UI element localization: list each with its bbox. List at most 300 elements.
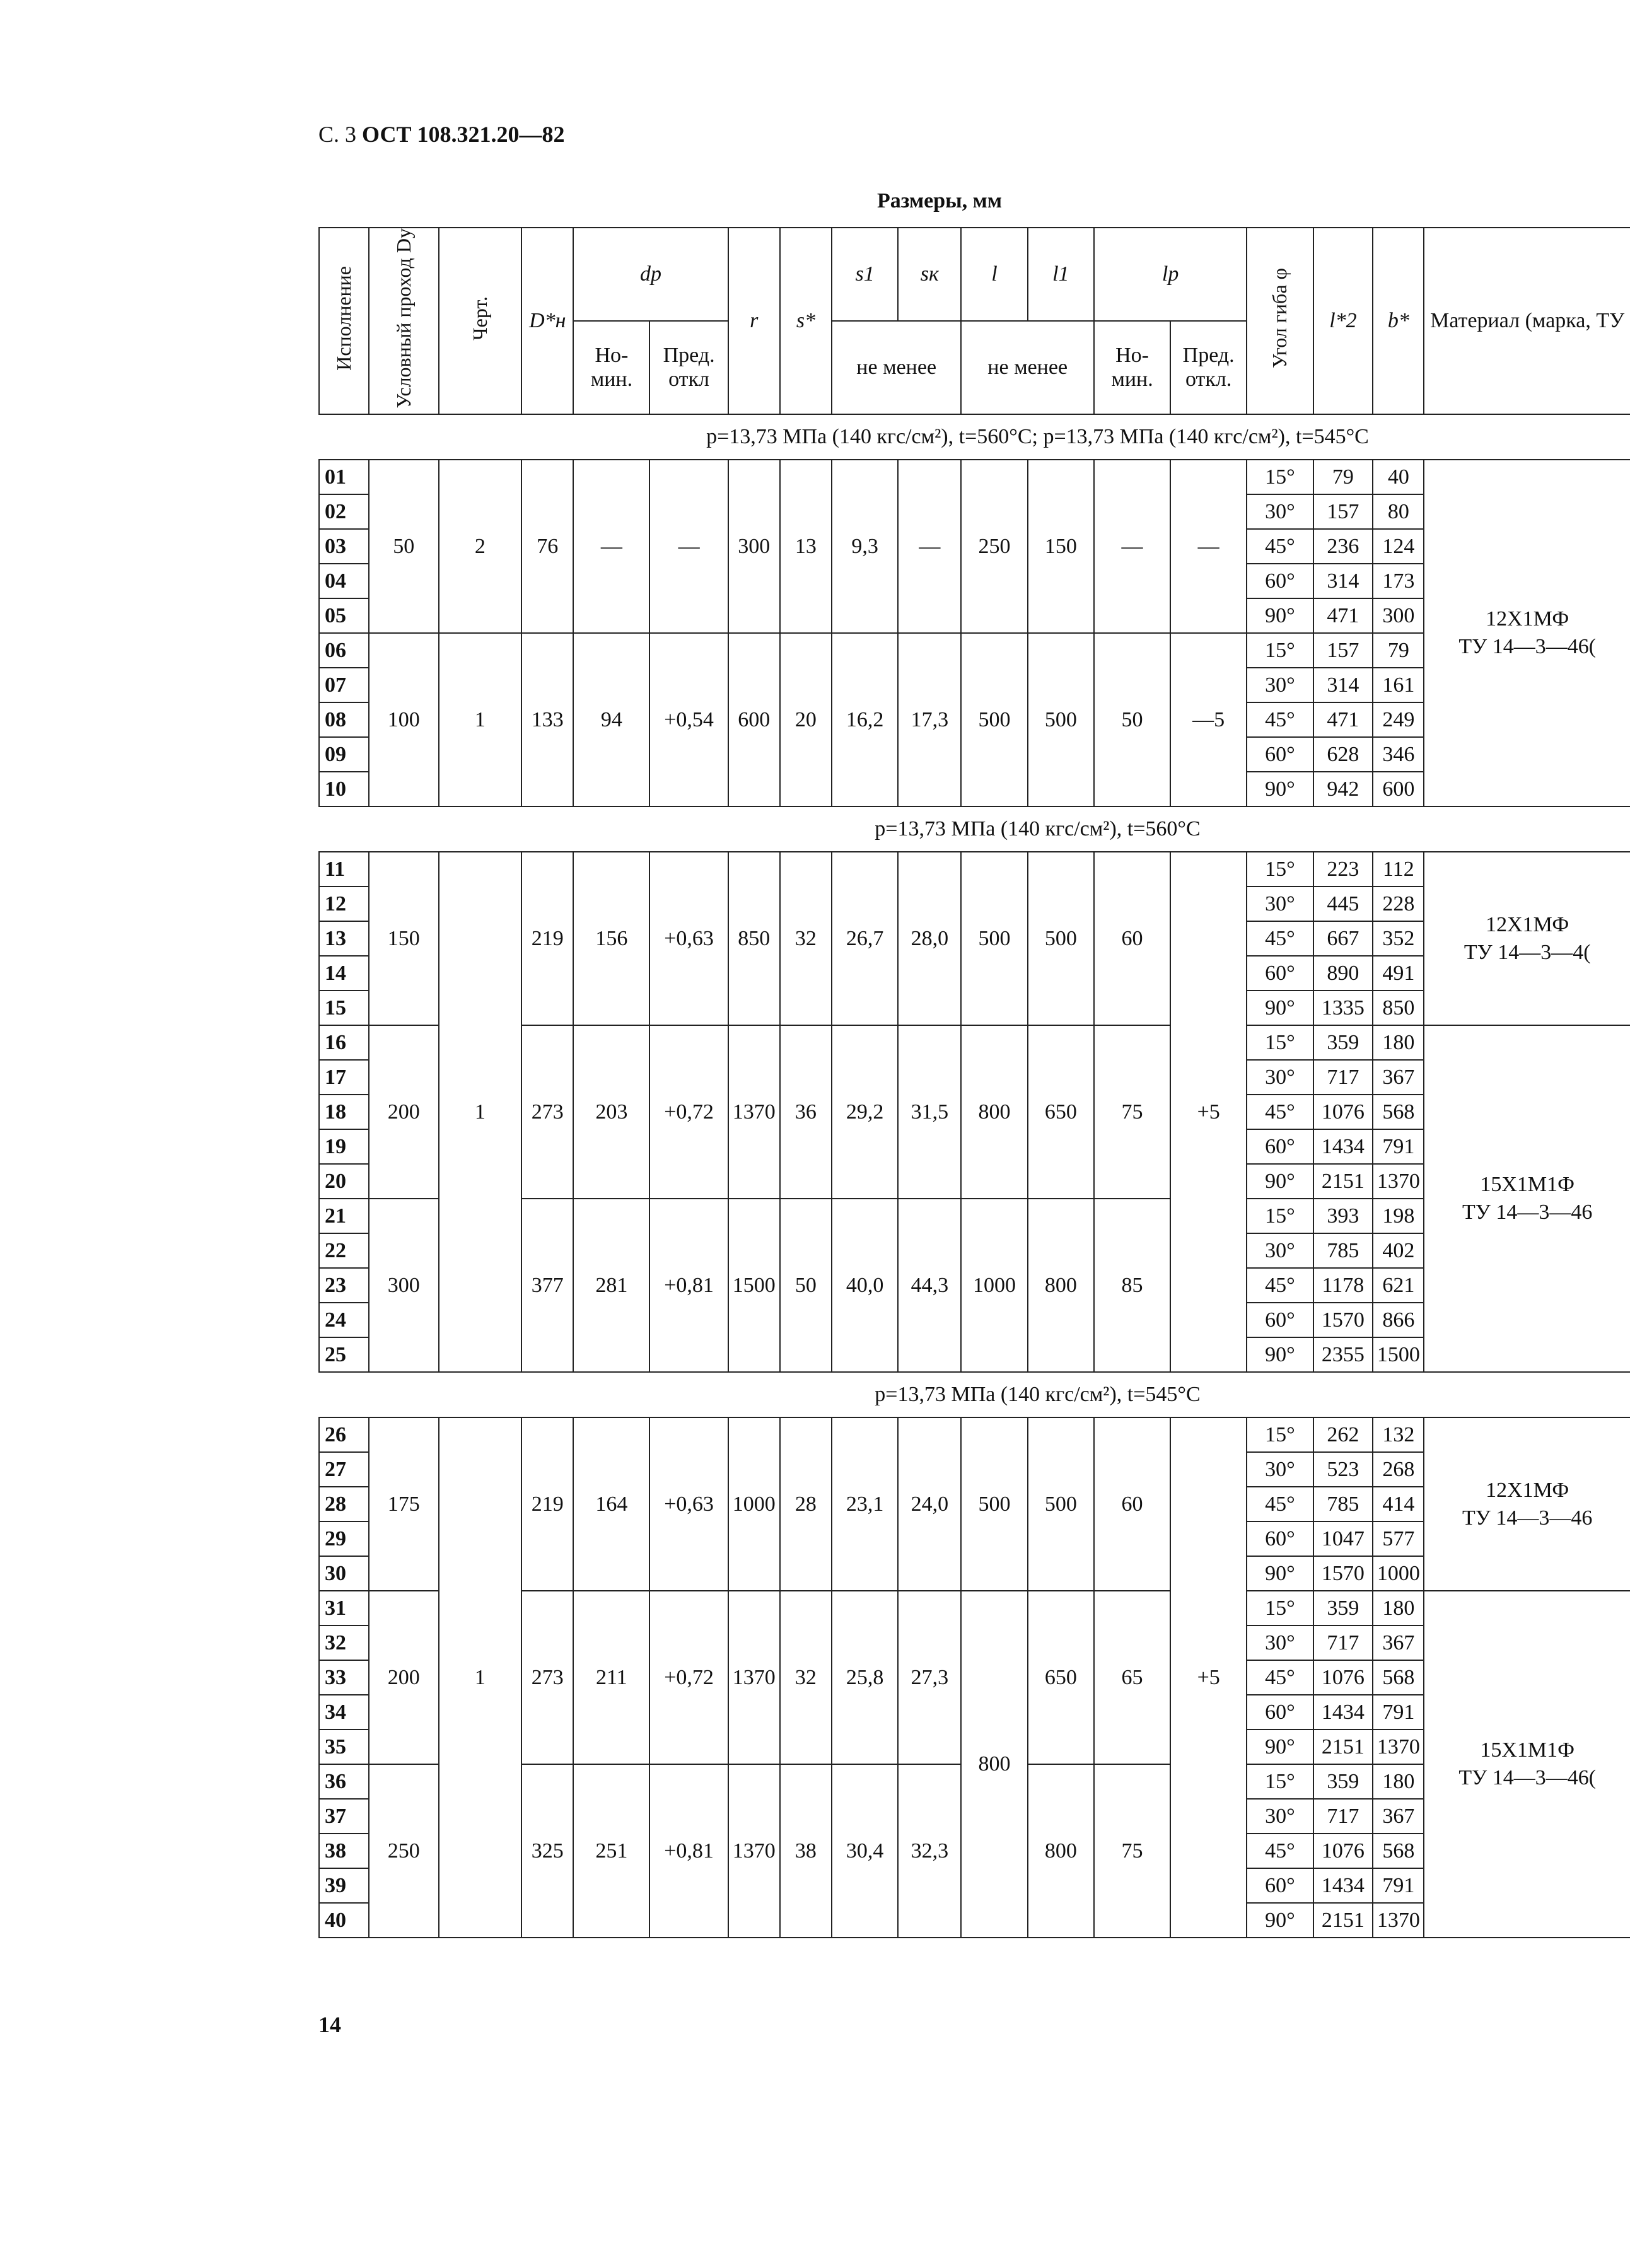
ispolnenie-cell: 24 [319, 1303, 369, 1337]
b-cell: 577 [1373, 1521, 1424, 1556]
col-s1: s1 [832, 228, 898, 321]
lp-pred-cell: +5 [1170, 1417, 1247, 1938]
ispolnenie-cell: 19 [319, 1129, 369, 1164]
b-cell: 124 [1373, 529, 1424, 564]
b-cell: 414 [1373, 1487, 1424, 1521]
page-header [318, 121, 564, 148]
l2-cell: 157 [1313, 633, 1373, 668]
dp-pred-cell: +0,81 [649, 1199, 728, 1372]
l2-cell: 79 [1313, 460, 1373, 494]
ispolnenie-cell: 05 [319, 598, 369, 633]
ispolnenie-cell: 01 [319, 460, 369, 494]
s1-cell: 9,3 [832, 460, 898, 633]
table-caption: Размеры, мм [877, 189, 1002, 212]
l2-cell: 717 [1313, 1799, 1373, 1834]
b-cell: 1500 [1373, 1337, 1424, 1372]
b-cell: 40 [1373, 460, 1424, 494]
ispolnenie-cell: 33 [319, 1660, 369, 1695]
angle-cell: 45° [1247, 1095, 1313, 1129]
l2-cell: 393 [1313, 1199, 1373, 1233]
b-cell: 850 [1373, 991, 1424, 1025]
b-cell: 1370 [1373, 1164, 1424, 1199]
col-s-ne-menee: не менее [832, 321, 961, 414]
dp-nomin-cell: 211 [573, 1591, 649, 1764]
l-cell: 500 [961, 1417, 1027, 1591]
angle-cell: 45° [1247, 1487, 1313, 1521]
table-row [319, 852, 1630, 887]
material-line: ТУ 14—3—46( [1458, 635, 1597, 659]
angle-cell: 90° [1247, 598, 1313, 633]
ispolnenie-cell: 31 [319, 1591, 369, 1625]
b-cell: 1370 [1373, 1730, 1424, 1764]
condition-text: p=13,73 МПа (140 кгс/см²), t=560°C; p=13,73 МПа (140 кгс/см²), t=545°C [319, 414, 1630, 460]
angle-cell: 45° [1247, 702, 1313, 737]
angle-cell: 30° [1247, 494, 1313, 529]
dy-cell: 175 [369, 1417, 439, 1591]
l2-cell: 2355 [1313, 1337, 1373, 1372]
ispolnenie-cell: 37 [319, 1799, 369, 1834]
angle-cell: 15° [1247, 1764, 1313, 1799]
angle-cell: 60° [1247, 1129, 1313, 1164]
col-angle: Угол гиба φ [1268, 268, 1291, 369]
l2-cell: 1047 [1313, 1521, 1373, 1556]
angle-cell: 90° [1247, 1730, 1313, 1764]
l-cell: 250 [961, 460, 1027, 633]
sk-cell: 28,0 [898, 852, 961, 1025]
s1-cell: 25,8 [832, 1591, 898, 1764]
material-line: 12Х1МФ [1486, 607, 1569, 631]
dp-pred-cell: — [649, 460, 728, 633]
l1-cell: 650 [1028, 1025, 1094, 1199]
dy-cell: 300 [369, 1199, 439, 1372]
ispolnenie-cell: 07 [319, 668, 369, 702]
angle-cell: 30° [1247, 1060, 1313, 1095]
l2-cell: 785 [1313, 1233, 1373, 1268]
l2-cell: 359 [1313, 1764, 1373, 1799]
angle-cell: 45° [1247, 529, 1313, 564]
b-cell: 568 [1373, 1095, 1424, 1129]
material-line: ТУ 14—3—46 [1462, 1201, 1593, 1224]
l2-cell: 445 [1313, 887, 1373, 921]
ispolnenie-cell: 08 [319, 702, 369, 737]
dp-nomin-cell: — [573, 460, 649, 633]
l2-cell: 471 [1313, 702, 1373, 737]
ispolnenie-cell: 17 [319, 1060, 369, 1095]
b-cell: 791 [1373, 1129, 1424, 1164]
table-row [319, 460, 1630, 494]
l2-cell: 1076 [1313, 1834, 1373, 1868]
angle-cell: 90° [1247, 1337, 1313, 1372]
ispolnenie-cell: 22 [319, 1233, 369, 1268]
s1-cell: 40,0 [832, 1199, 898, 1372]
b-cell: 173 [1373, 564, 1424, 598]
l2-cell: 523 [1313, 1452, 1373, 1487]
b-cell: 228 [1373, 887, 1424, 921]
lp-nomin-cell: 60 [1094, 1417, 1170, 1591]
ispolnenie-cell: 09 [319, 737, 369, 772]
angle-cell: 15° [1247, 633, 1313, 668]
material-cell [1424, 1025, 1630, 1372]
s-cell: 50 [780, 1199, 832, 1372]
l2-cell: 314 [1313, 668, 1373, 702]
angle-cell: 30° [1247, 668, 1313, 702]
material-cell [1424, 1591, 1630, 1938]
dp-nomin-cell: 156 [573, 852, 649, 1025]
col-l-ne-menee: не менее [961, 321, 1094, 414]
angle-cell: 60° [1247, 1521, 1313, 1556]
b-cell: 180 [1373, 1025, 1424, 1060]
r-cell: 1370 [728, 1025, 780, 1199]
l1-cell: 800 [1028, 1199, 1094, 1372]
ispolnenie-cell: 04 [319, 564, 369, 598]
b-cell: 300 [1373, 598, 1424, 633]
r-cell: 300 [728, 460, 780, 633]
ispolnenie-cell: 06 [319, 633, 369, 668]
angle-cell: 90° [1247, 1164, 1313, 1199]
ispolnenie-cell: 35 [319, 1730, 369, 1764]
ispolnenie-cell: 14 [319, 956, 369, 991]
condition-row [319, 414, 1630, 460]
col-s: s* [780, 228, 832, 414]
col-dp-nomin: Но- мин. [573, 321, 649, 414]
ispolnenie-cell: 40 [319, 1903, 369, 1938]
l2-cell: 2151 [1313, 1903, 1373, 1938]
col-dy: Условный проход Dу [392, 228, 415, 409]
chert-cell: 2 [439, 460, 522, 633]
col-lp-nomin: Но- мин. [1094, 321, 1170, 414]
b-cell: 112 [1373, 852, 1424, 887]
col-l1: l1 [1028, 228, 1094, 321]
l2-cell: 314 [1313, 564, 1373, 598]
b-cell: 1000 [1373, 1556, 1424, 1591]
ispolnenie-cell: 03 [319, 529, 369, 564]
ispolnenie-cell: 13 [319, 921, 369, 956]
dn-cell: 325 [521, 1764, 573, 1938]
dp-nomin-cell: 203 [573, 1025, 649, 1199]
table-row [319, 1417, 1630, 1452]
dy-cell: 150 [369, 852, 439, 1025]
col-dn: D*н [521, 228, 573, 414]
condition-text: p=13,73 МПа (140 кгс/см²), t=545°C [319, 1372, 1630, 1417]
l2-cell: 2151 [1313, 1164, 1373, 1199]
l-cell: 800 [961, 1025, 1027, 1199]
l2-cell: 359 [1313, 1591, 1373, 1625]
l-cell: 500 [961, 633, 1027, 806]
lp-nomin-cell: 60 [1094, 852, 1170, 1025]
s-cell: 32 [780, 1591, 832, 1764]
l1-cell: 500 [1028, 633, 1094, 806]
material-line: 12Х1МФ [1486, 1478, 1569, 1502]
b-cell: 268 [1373, 1452, 1424, 1487]
l2-cell: 236 [1313, 529, 1373, 564]
page-number: 14 [318, 2012, 341, 2037]
ispolnenie-cell: 38 [319, 1834, 369, 1868]
dy-cell: 50 [369, 460, 439, 633]
dp-pred-cell: +0,63 [649, 852, 728, 1025]
angle-cell: 15° [1247, 1199, 1313, 1233]
dy-cell: 250 [369, 1764, 439, 1938]
b-cell: 791 [1373, 1695, 1424, 1730]
l2-cell: 1335 [1313, 991, 1373, 1025]
l2-cell: 1434 [1313, 1129, 1373, 1164]
dp-pred-cell: +0,63 [649, 1417, 728, 1591]
page-prefix: С. 3 [318, 122, 357, 147]
lp-pred-cell: — [1170, 460, 1247, 633]
ispolnenie-cell: 39 [319, 1868, 369, 1903]
spec-table [318, 227, 1630, 1938]
ispolnenie-cell: 28 [319, 1487, 369, 1521]
col-dp-pred: Пред. откл [649, 321, 728, 414]
angle-cell: 60° [1247, 1303, 1313, 1337]
b-cell: 600 [1373, 772, 1424, 806]
dn-cell: 377 [521, 1199, 573, 1372]
angle-cell: 90° [1247, 772, 1313, 806]
ispolnenie-cell: 02 [319, 494, 369, 529]
b-cell: 352 [1373, 921, 1424, 956]
col-r: r [728, 228, 780, 414]
b-cell: 180 [1373, 1764, 1424, 1799]
chert-cell: 1 [439, 852, 522, 1372]
l2-cell: 890 [1313, 956, 1373, 991]
condition-row [319, 1372, 1630, 1417]
l2-cell: 359 [1313, 1025, 1373, 1060]
b-cell: 367 [1373, 1799, 1424, 1834]
material-cell [1424, 852, 1630, 1025]
material-line: ТУ 14—3—4( [1464, 940, 1591, 964]
l1-cell: 800 [1028, 1764, 1094, 1938]
b-cell: 1370 [1373, 1903, 1424, 1938]
dn-cell: 219 [521, 852, 573, 1025]
angle-cell: 30° [1247, 1799, 1313, 1834]
l2-cell: 262 [1313, 1417, 1373, 1452]
l-cell: 1000 [961, 1199, 1027, 1372]
ispolnenie-cell: 11 [319, 852, 369, 887]
condition-row [319, 806, 1630, 852]
s-cell: 36 [780, 1025, 832, 1199]
lp-pred-cell: +5 [1170, 852, 1247, 1372]
angle-cell: 30° [1247, 887, 1313, 921]
chert-cell: 1 [439, 633, 522, 806]
angle-cell: 90° [1247, 1903, 1313, 1938]
dp-pred-cell: +0,54 [649, 633, 728, 806]
sk-cell: 31,5 [898, 1025, 961, 1199]
ispolnenie-cell: 27 [319, 1452, 369, 1487]
dp-nomin-cell: 251 [573, 1764, 649, 1938]
col-dp: dр [573, 228, 728, 321]
l1-cell: 650 [1028, 1591, 1094, 1764]
col-lp-pred: Пред. откл. [1170, 321, 1247, 414]
l2-cell: 1076 [1313, 1095, 1373, 1129]
lp-nomin-cell: 50 [1094, 633, 1170, 806]
angle-cell: 15° [1247, 1025, 1313, 1060]
angle-cell: 60° [1247, 956, 1313, 991]
l2-cell: 1570 [1313, 1556, 1373, 1591]
ispolnenie-cell: 36 [319, 1764, 369, 1799]
material-cell [1424, 460, 1630, 806]
col-sk: sк [898, 228, 961, 321]
angle-cell: 60° [1247, 737, 1313, 772]
ispolnenie-cell: 15 [319, 991, 369, 1025]
dp-pred-cell: +0,72 [649, 1025, 728, 1199]
l2-cell: 628 [1313, 737, 1373, 772]
sk-cell: 24,0 [898, 1417, 961, 1591]
ispolnenie-cell: 18 [319, 1095, 369, 1129]
condition-text: p=13,73 МПа (140 кгс/см²), t=560°C [319, 806, 1630, 852]
l2-cell: 157 [1313, 494, 1373, 529]
l2-cell: 667 [1313, 921, 1373, 956]
col-ispolnenie: Исполнение [332, 265, 355, 371]
col-material: Материал (марка, ТУ [1424, 228, 1630, 414]
l-cell: 800 [961, 1591, 1027, 1938]
b-cell: 80 [1373, 494, 1424, 529]
angle-cell: 45° [1247, 1268, 1313, 1303]
b-cell: 568 [1373, 1660, 1424, 1695]
l2-cell: 1178 [1313, 1268, 1373, 1303]
material-line: ТУ 14—3—46 [1462, 1506, 1593, 1530]
sk-cell: 27,3 [898, 1591, 961, 1764]
ispolnenie-cell: 26 [319, 1417, 369, 1452]
ispolnenie-cell: 29 [319, 1521, 369, 1556]
dp-pred-cell: +0,72 [649, 1591, 728, 1764]
l1-cell: 500 [1028, 1417, 1094, 1591]
s-cell: 32 [780, 852, 832, 1025]
dy-cell: 200 [369, 1025, 439, 1199]
r-cell: 1370 [728, 1591, 780, 1764]
sk-cell: 17,3 [898, 633, 961, 806]
ispolnenie-cell: 12 [319, 887, 369, 921]
r-cell: 1000 [728, 1417, 780, 1591]
angle-cell: 60° [1247, 1868, 1313, 1903]
dn-cell: 133 [521, 633, 573, 806]
r-cell: 1500 [728, 1199, 780, 1372]
l2-cell: 1076 [1313, 1660, 1373, 1695]
dy-cell: 200 [369, 1591, 439, 1764]
material-cell [1424, 1417, 1630, 1591]
ispolnenie-cell: 16 [319, 1025, 369, 1060]
l1-cell: 500 [1028, 852, 1094, 1025]
angle-cell: 45° [1247, 921, 1313, 956]
s1-cell: 16,2 [832, 633, 898, 806]
dp-pred-cell: +0,81 [649, 1764, 728, 1938]
sk-cell: — [898, 460, 961, 633]
b-cell: 132 [1373, 1417, 1424, 1452]
l1-cell: 150 [1028, 460, 1094, 633]
l2-cell: 1570 [1313, 1303, 1373, 1337]
lp-nomin-cell: 85 [1094, 1199, 1170, 1372]
s-cell: 13 [780, 460, 832, 633]
angle-cell: 60° [1247, 1695, 1313, 1730]
sk-cell: 32,3 [898, 1764, 961, 1938]
ispolnenie-cell: 25 [319, 1337, 369, 1372]
lp-pred-cell: —5 [1170, 633, 1247, 806]
dp-nomin-cell: 281 [573, 1199, 649, 1372]
ispolnenie-cell: 21 [319, 1199, 369, 1233]
b-cell: 249 [1373, 702, 1424, 737]
angle-cell: 15° [1247, 1591, 1313, 1625]
angle-cell: 45° [1247, 1660, 1313, 1695]
lp-nomin-cell: 75 [1094, 1764, 1170, 1938]
dn-cell: 273 [521, 1591, 573, 1764]
b-cell: 161 [1373, 668, 1424, 702]
dp-nomin-cell: 164 [573, 1417, 649, 1591]
dn-cell: 76 [521, 460, 573, 633]
angle-cell: 90° [1247, 1556, 1313, 1591]
b-cell: 866 [1373, 1303, 1424, 1337]
r-cell: 850 [728, 852, 780, 1025]
dn-cell: 273 [521, 1025, 573, 1199]
col-chert: Черт. [468, 296, 491, 340]
l2-cell: 717 [1313, 1625, 1373, 1660]
l2-cell: 1434 [1313, 1868, 1373, 1903]
lp-nomin-cell: 65 [1094, 1591, 1170, 1764]
angle-cell: 15° [1247, 852, 1313, 887]
chert-cell: 1 [439, 1417, 522, 1938]
s1-cell: 29,2 [832, 1025, 898, 1199]
angle-cell: 30° [1247, 1452, 1313, 1487]
s1-cell: 26,7 [832, 852, 898, 1025]
col-b: b* [1373, 228, 1424, 414]
ispolnenie-cell: 10 [319, 772, 369, 806]
b-cell: 568 [1373, 1834, 1424, 1868]
lp-nomin-cell: — [1094, 460, 1170, 633]
dy-cell: 100 [369, 633, 439, 806]
b-cell: 367 [1373, 1060, 1424, 1095]
b-cell: 180 [1373, 1591, 1424, 1625]
l2-cell: 471 [1313, 598, 1373, 633]
b-cell: 79 [1373, 633, 1424, 668]
angle-cell: 15° [1247, 1417, 1313, 1452]
angle-cell: 15° [1247, 460, 1313, 494]
b-cell: 791 [1373, 1868, 1424, 1903]
b-cell: 621 [1373, 1268, 1424, 1303]
material-line: 15Х1М1Ф [1480, 1173, 1575, 1197]
b-cell: 198 [1373, 1199, 1424, 1233]
angle-cell: 30° [1247, 1233, 1313, 1268]
material-line: 12Х1МФ [1486, 912, 1569, 936]
dp-nomin-cell: 94 [573, 633, 649, 806]
material-line: ТУ 14—3—46( [1458, 1766, 1597, 1790]
l2-cell: 1434 [1313, 1695, 1373, 1730]
angle-cell: 90° [1247, 991, 1313, 1025]
l2-cell: 942 [1313, 772, 1373, 806]
b-cell: 491 [1373, 956, 1424, 991]
angle-cell: 45° [1247, 1834, 1313, 1868]
col-lp: lр [1094, 228, 1247, 321]
ispolnenie-cell: 23 [319, 1268, 369, 1303]
b-cell: 402 [1373, 1233, 1424, 1268]
ispolnenie-cell: 32 [319, 1625, 369, 1660]
sk-cell: 44,3 [898, 1199, 961, 1372]
ispolnenie-cell: 20 [319, 1164, 369, 1199]
angle-cell: 30° [1247, 1625, 1313, 1660]
lp-nomin-cell: 75 [1094, 1025, 1170, 1199]
ispolnenie-cell: 30 [319, 1556, 369, 1591]
s-cell: 20 [780, 633, 832, 806]
l-cell: 500 [961, 852, 1027, 1025]
l2-cell: 223 [1313, 852, 1373, 887]
s1-cell: 23,1 [832, 1417, 898, 1591]
s-cell: 28 [780, 1417, 832, 1591]
ispolnenie-cell: 34 [319, 1695, 369, 1730]
material-line: 15Х1М1Ф [1480, 1738, 1575, 1762]
col-l: l [961, 228, 1027, 321]
dn-cell: 219 [521, 1417, 573, 1591]
l2-cell: 717 [1313, 1060, 1373, 1095]
col-l2: l*2 [1313, 228, 1373, 414]
r-cell: 600 [728, 633, 780, 806]
s-cell: 38 [780, 1764, 832, 1938]
b-cell: 367 [1373, 1625, 1424, 1660]
